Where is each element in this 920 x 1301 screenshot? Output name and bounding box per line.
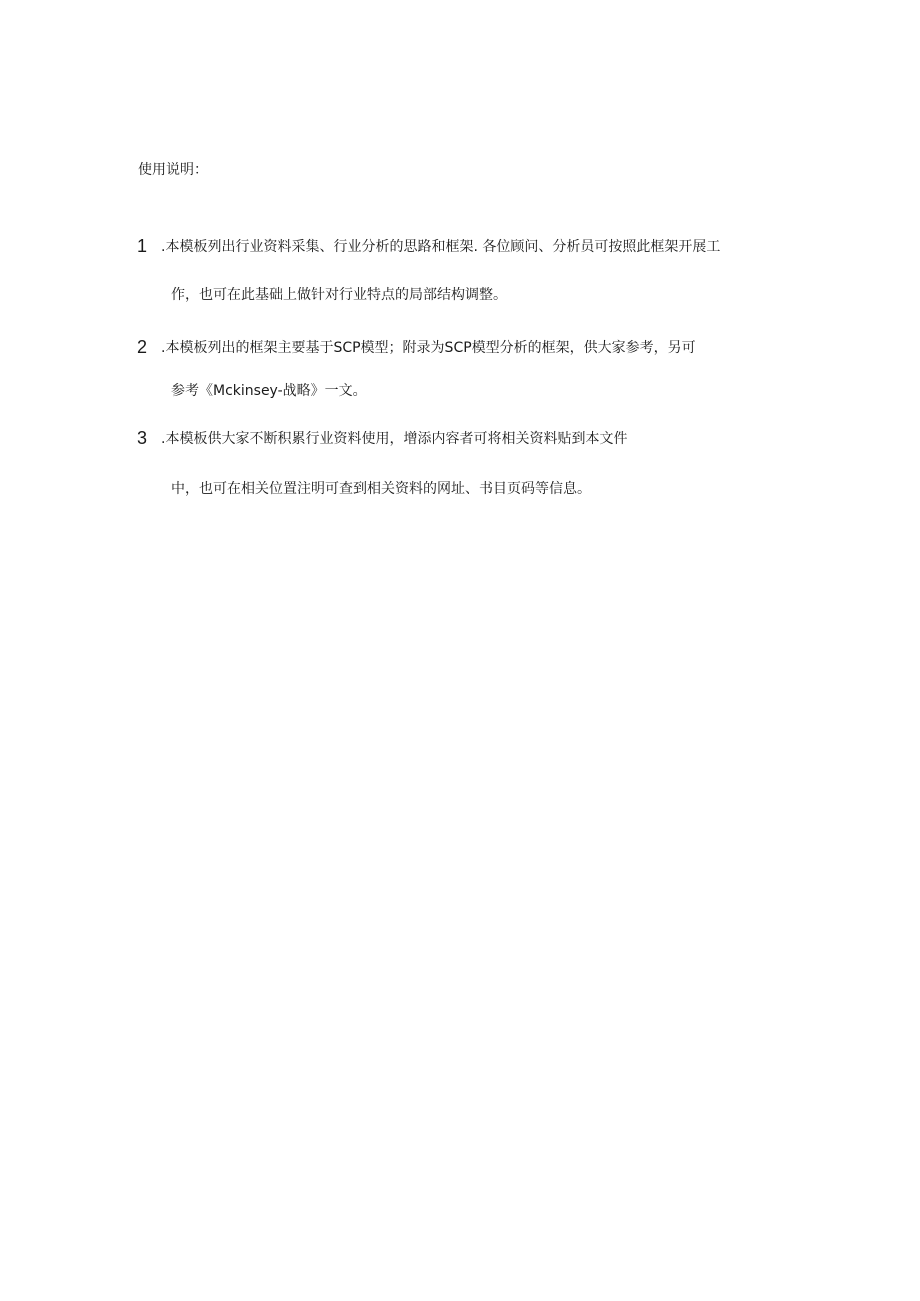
item-text-continuation: 作，也可在此基础上做针对行业特点的局部结构调整。 xyxy=(171,287,507,303)
item-number: 1 xyxy=(137,236,148,256)
item-text-line: .本模板供大家不断积累行业资料使用，增添内容者可将相关资料贴到本文件 xyxy=(161,431,628,447)
item-text-line: .本模板列出行业资料采集、行业分析的思路和框架. 各位顾问、分析员可按照此框架开展工 xyxy=(161,239,721,255)
item-number: 2 xyxy=(137,337,148,357)
item-text-continuation: 参考《Mckinsey-战略》一文。 xyxy=(171,383,367,399)
item-text-line: .本模板列出的框架主要基于SCP模型；附录为SCP模型分析的框架，供大家参考，另可 xyxy=(161,340,696,356)
item-text-continuation: 中，也可在相关位置注明可查到相关资料的网址、书目页码等信息。 xyxy=(171,481,591,497)
instructions-heading: 使用说明： xyxy=(138,162,208,178)
item-number: 3 xyxy=(137,428,148,448)
